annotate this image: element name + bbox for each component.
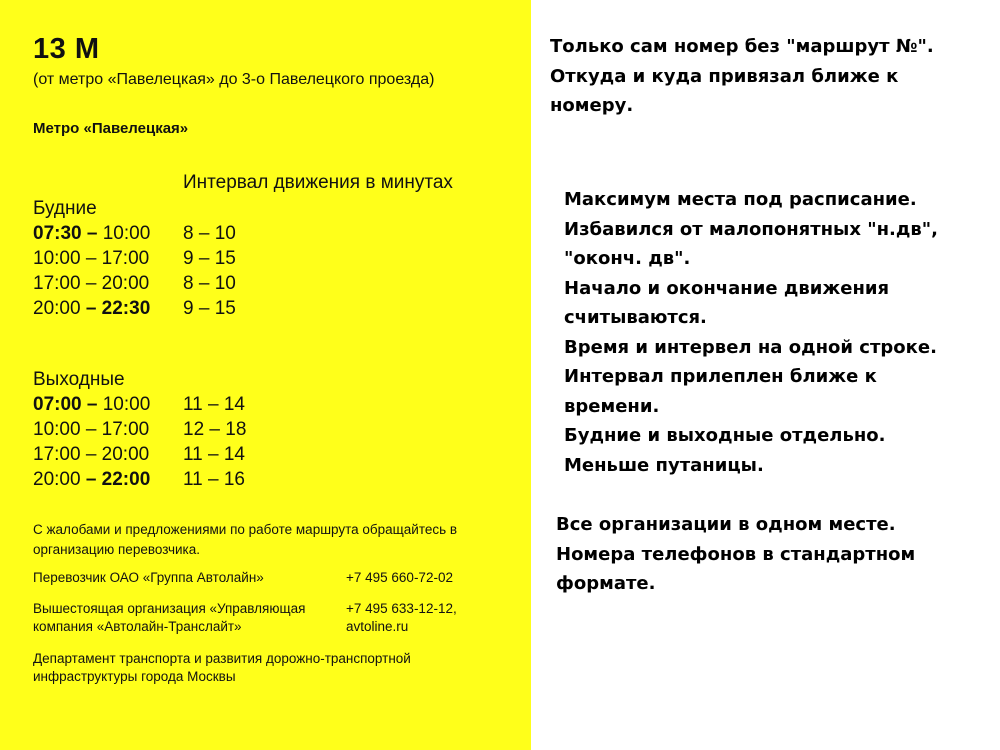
time-dash: –	[80, 248, 102, 269]
interval-minutes: 11 – 16	[183, 469, 245, 490]
note-line: Начало и окончание движения	[564, 277, 890, 299]
start-time: 10:00	[33, 419, 81, 440]
department-name: Департамент транспорта и развития дорожно-транспортной инфраструктуры города Москвы	[33, 651, 411, 684]
note-line: Номера телефонов в стандартном	[556, 543, 916, 565]
note-line: времени.	[564, 395, 660, 417]
interval-minutes: 9 – 15	[183, 298, 236, 319]
end-time: 22:00	[101, 469, 151, 490]
end-time: 10:00	[102, 394, 151, 415]
note-organizations	[556, 510, 915, 599]
complaint-text: С жалобами и предложениями по работе маршрута обращайтесь в организацию перевозчика.	[33, 522, 458, 557]
time-dash: –	[81, 223, 103, 244]
stop-name: Метро «Павелецкая»	[33, 120, 189, 137]
start-time: 07:30	[33, 223, 82, 244]
route-description: (от метро «Павелецкая» до 3-о Павелецкого проезда)	[33, 71, 435, 88]
start-time: 07:00	[33, 394, 82, 415]
note-line: Меньше путаницы.	[564, 454, 764, 476]
note-line: Время и интервел на одной строке.	[564, 336, 937, 358]
time-dash: –	[80, 444, 102, 465]
schedule-row	[33, 221, 236, 246]
organization-name: Перевозчик ОАО «Группа Автолайн»	[33, 570, 264, 585]
schedule-row	[33, 392, 246, 417]
note-line: Откуда и куда привязал ближе к	[550, 65, 899, 87]
schedule-row	[33, 271, 236, 296]
weekend-label: Выходные	[33, 369, 125, 390]
end-time: 20:00	[101, 273, 150, 294]
note-line: Интервал прилеплен ближе к	[564, 366, 877, 387]
end-time: 10:00	[102, 223, 151, 244]
schedule-row	[33, 442, 246, 467]
note-line: Только сам номер без "маршрут №".	[550, 36, 934, 57]
start-time: 20:00	[33, 469, 81, 490]
organization-name: Вышестоящая организация «Управляющая компания «Автолайн-Транслайт»	[33, 601, 306, 634]
time-range	[33, 467, 183, 492]
note-line: Избавился от малопонятных "н.дв",	[564, 218, 939, 240]
note-line: Все организации в одном месте.	[556, 514, 896, 535]
schedule-row	[33, 417, 246, 442]
route-number: 13 М	[33, 33, 100, 65]
time-dash: –	[81, 394, 103, 415]
end-time: 17:00	[101, 248, 150, 269]
note-line: считываются.	[564, 307, 707, 328]
note-line: Будние и выходные отдельно.	[564, 425, 886, 446]
time-range	[33, 296, 183, 321]
note-route-number	[550, 32, 934, 121]
interval-minutes: 11 – 14	[183, 444, 245, 465]
interval-minutes: 11 – 14	[183, 394, 245, 415]
interval-minutes: 8 – 10	[183, 223, 236, 244]
organization-phone: +7 495 660-72-02	[346, 570, 453, 585]
time-range	[33, 417, 183, 442]
start-time: 17:00	[33, 273, 81, 294]
time-range	[33, 271, 183, 296]
time-range	[33, 221, 183, 246]
time-dash: –	[80, 298, 102, 319]
start-time: 17:00	[33, 444, 81, 465]
interval-minutes: 8 – 10	[183, 273, 236, 294]
note-schedule	[564, 185, 938, 480]
weekday-label: Будние	[33, 198, 97, 219]
interval-minutes: 9 – 15	[183, 248, 236, 269]
end-time: 22:30	[101, 298, 151, 319]
time-range	[33, 442, 183, 467]
time-dash: –	[80, 469, 102, 490]
interval-minutes: 12 – 18	[183, 419, 247, 440]
note-line: номеру.	[550, 95, 634, 116]
schedule-row	[33, 467, 246, 492]
start-time: 20:00	[33, 298, 81, 319]
weekend-schedule	[33, 367, 246, 492]
time-range	[33, 246, 183, 271]
start-time: 10:00	[33, 248, 81, 269]
interval-header: Интервал движения в минутах	[183, 172, 453, 193]
time-range	[33, 392, 183, 417]
note-line: формате.	[556, 573, 656, 594]
note-line: Максимум места под расписание.	[564, 189, 917, 210]
schedule-row	[33, 296, 236, 321]
organization-contact: +7 495 633-12-12, avtoline.ru	[346, 601, 457, 634]
end-time: 20:00	[101, 444, 150, 465]
end-time: 17:00	[101, 419, 150, 440]
time-dash: –	[80, 419, 102, 440]
note-line: "оконч. дв".	[564, 248, 691, 269]
schedule-row	[33, 246, 236, 271]
time-dash: –	[80, 273, 102, 294]
weekday-schedule	[33, 196, 236, 321]
